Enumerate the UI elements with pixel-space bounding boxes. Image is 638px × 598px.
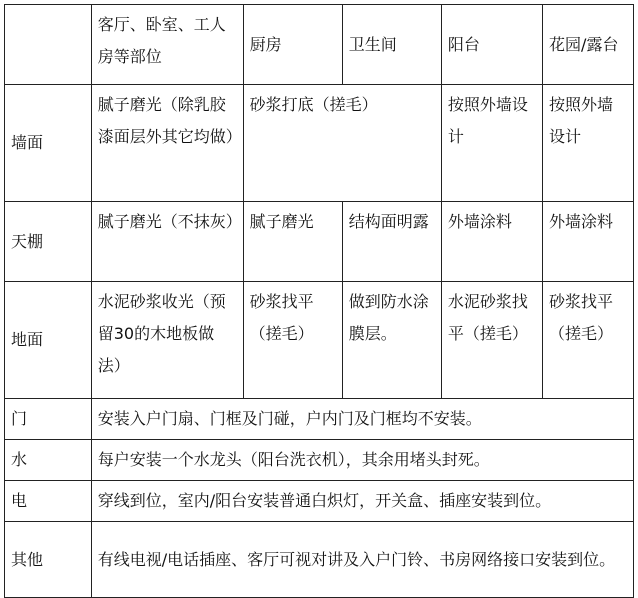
ceiling-bathroom: 结构面明露 [342, 202, 441, 282]
wall-kitchen-bathroom: 砂浆打底（搓毛） [243, 85, 441, 202]
ceiling-label: 天棚 [5, 202, 92, 282]
other-label: 其他 [5, 522, 92, 598]
floor-label: 地面 [5, 282, 92, 399]
header-row [5, 5, 634, 85]
header-bathroom: 卫生间 [342, 5, 441, 85]
ceiling-living: 腻子磨光（不抹灰） [91, 202, 243, 282]
ceiling-balcony: 外墙涂料 [441, 202, 542, 282]
ceiling-kitchen: 腻子磨光 [243, 202, 342, 282]
wall-row [5, 85, 634, 202]
wall-label: 墙面 [5, 85, 92, 202]
electric-text: 穿线到位，室内/阳台安装普通白炽灯，开关盒、插座安装到位。 [91, 481, 633, 522]
floor-row [5, 282, 634, 399]
door-label: 门 [5, 399, 92, 440]
wall-garden: 按照外墙设计 [543, 85, 634, 202]
water-text: 每户安装一个水龙头（阳台洗衣机），其余用堵头封死。 [91, 440, 633, 481]
header-blank-cell [5, 5, 92, 85]
ceiling-row [5, 202, 634, 282]
floor-kitchen: 砂浆找平（搓毛） [243, 282, 342, 399]
door-text: 安装入户门扇、门框及门碰，户内门及门框均不安装。 [91, 399, 633, 440]
water-label: 水 [5, 440, 92, 481]
floor-bathroom: 做到防水涂膜层。 [342, 282, 441, 399]
water-row [5, 440, 634, 481]
other-text: 有线电视/电话插座、客厅可视对讲及入户门铃、书房网络接口安装到位。 [91, 522, 633, 598]
header-living: 客厅、卧室、工人房等部位 [91, 5, 243, 85]
floor-living: 水泥砂浆收光（预留30的木地板做法） [91, 282, 243, 399]
other-row [5, 522, 634, 598]
header-balcony: 阳台 [441, 5, 542, 85]
electric-row [5, 481, 634, 522]
header-garden: 花园/露台 [543, 5, 634, 85]
spec-table [4, 4, 634, 598]
electric-label: 电 [5, 481, 92, 522]
wall-living: 腻子磨光（除乳胶漆面层外其它均做） [91, 85, 243, 202]
header-kitchen: 厨房 [243, 5, 342, 85]
floor-garden: 砂浆找平（搓毛） [543, 282, 634, 399]
ceiling-garden: 外墙涂料 [543, 202, 634, 282]
wall-balcony: 按照外墙设计 [441, 85, 542, 202]
door-row [5, 399, 634, 440]
floor-balcony: 水泥砂浆找平（搓毛） [441, 282, 542, 399]
